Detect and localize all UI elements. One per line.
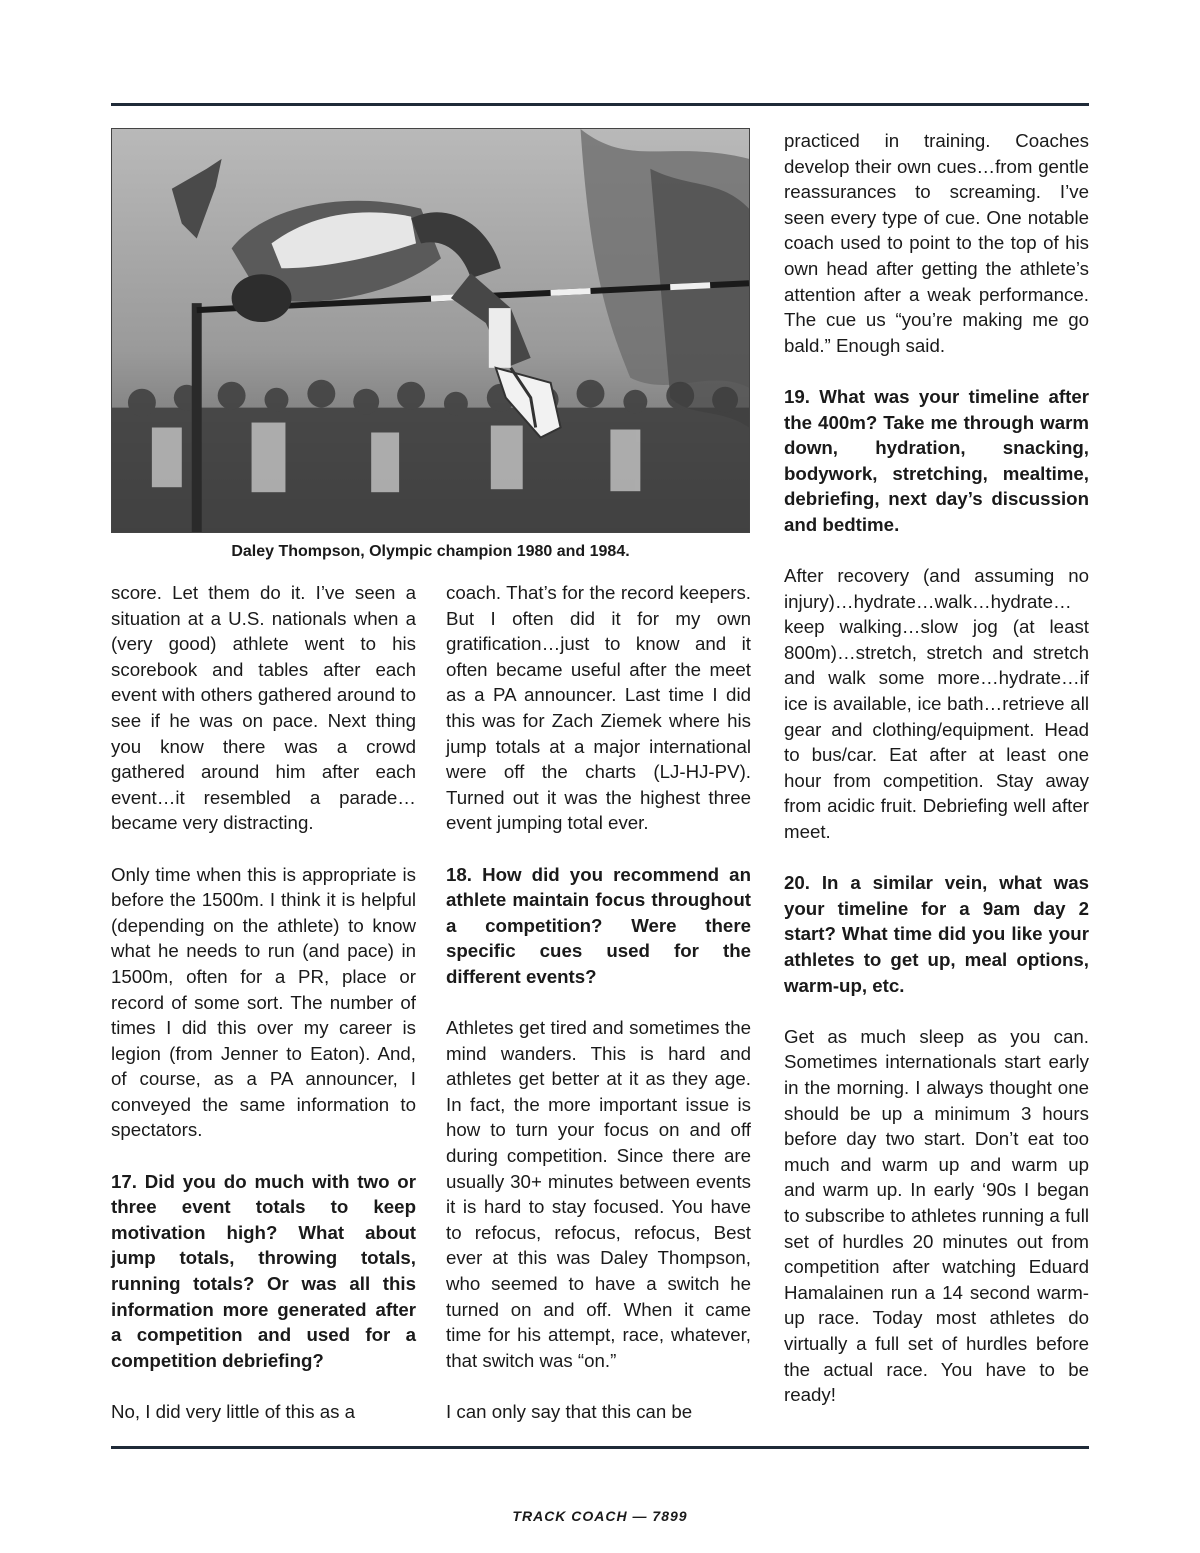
high-jump-photo: [111, 128, 750, 533]
paragraph: coach. That’s for the record keepers. But I often did it for my own gratification…just to know and it often became useful after the meet as a PA announcer. Last time I did this was for Zach Ziemek where his jump totals at a major international were off the charts (LJ-HJ-PV). Turned out it was the highest three event jumping total ever.: [446, 582, 751, 834]
column-2: [446, 580, 751, 1450]
question-19: 19. What was your timeline after the 400m? Take me through warm down, hydration, snacking, bodywork, stretching, mealtime, debriefing, next day’s discussion and bedtime.: [784, 385, 1089, 535]
paragraph: After recovery (and assuming no injury)…hydrate…walk…hydrate…keep walking…slow jog (at least 800m)…stretch, stretch and stretch and walk some more…hydrate…if ice is available, ice bath…retrieve all gear and clothing/equipment. Head to bus/car. Eat after at least one hour from competition. Stay away from acidic fruit. Debriefing well after meet.: [784, 565, 1089, 843]
paragraph: I can only say that this can be: [446, 1401, 693, 1422]
paragraph: Get as much sleep as you can. Sometimes internationals start early in the morning. I always thought one should be up a minimum 3 hours before day two start. Don’t eat too much and warm up and warm up and warm up. In early ‘90s I began to subscribe to athletes running a full set of hurdles 20 minutes out from competition after watching Eduard Hamalainen run a 14 second warm-up race. Today most athletes do virtually a full set of hurdles before the actual race. You have to be ready!: [784, 1025, 1089, 1406]
question-20: 20. In a similar vein, what was your timeline for a 9am day 2 start? What time did you like your athletes to get up, meal options, warm-up, etc.: [784, 872, 1089, 996]
column-3: [784, 128, 1089, 1433]
paragraph: score. Let them do it. I’ve seen a situation at a U.S. nationals when a (very good) athlete went to his scorebook and tables after each event with others gathered around to see if he was on pace. Next thing you know there was a crowd gathered around him after each event…it resembled a parade…became very distracting.: [111, 582, 416, 834]
photo-caption: Daley Thompson, Olympic champion 1980 and 1984.: [231, 543, 630, 560]
question-17: 17. Did you do much with two or three event totals to keep motivation high? What about jump totals, throwing totals, running totals? Or was all this information more generated after a competition and used for a competition debriefing?: [111, 1170, 416, 1371]
paragraph: Athletes get tired and sometimes the mind wanders. This is hard and athletes get better at it as they age. In fact, the more important issue is how to turn your focus on and off during competition. Since there are usually 30+ minutes between events it is hard to stay focused. You have to refocus, refocus, refocus, Best ever at this was Daley Thompson, who seemed to have a switch he turned on and off. When it came time for his attempt, race, whatever, that switch was “on.”: [446, 1017, 751, 1371]
bottom-rule: [111, 1446, 1089, 1449]
question-18: 18. How did you recommend an athlete maintain focus throughout a competition? Were there specific cues used for the different events?: [446, 863, 751, 987]
column-1: [111, 580, 416, 1450]
paragraph: practiced in training. Coaches develop their own cues…from gentle reassurances to screaming. I’ve seen every type of cue. One notable coach used to point to the top of his own head after getting the athlete’s attention after a weak performance. The cue us “you’re making me go bald.” Enough said.: [784, 130, 1089, 356]
top-rule: [111, 103, 1089, 106]
page-footer: TRACK COACH — 7899: [512, 1508, 688, 1524]
paragraph: Only time when this is appropriate is before the 1500m. I think it is helpful (depending on the athlete) to know what he needs to run (and pace) in 1500m, often for a PR, place or record of some sort. The number of times I did this over my career is legion (from Jenner to Eaton). And, of course, as a PA announcer, I conveyed the same information to spectators.: [111, 863, 416, 1141]
paragraph: No, I did very little of this as a: [111, 1401, 356, 1422]
